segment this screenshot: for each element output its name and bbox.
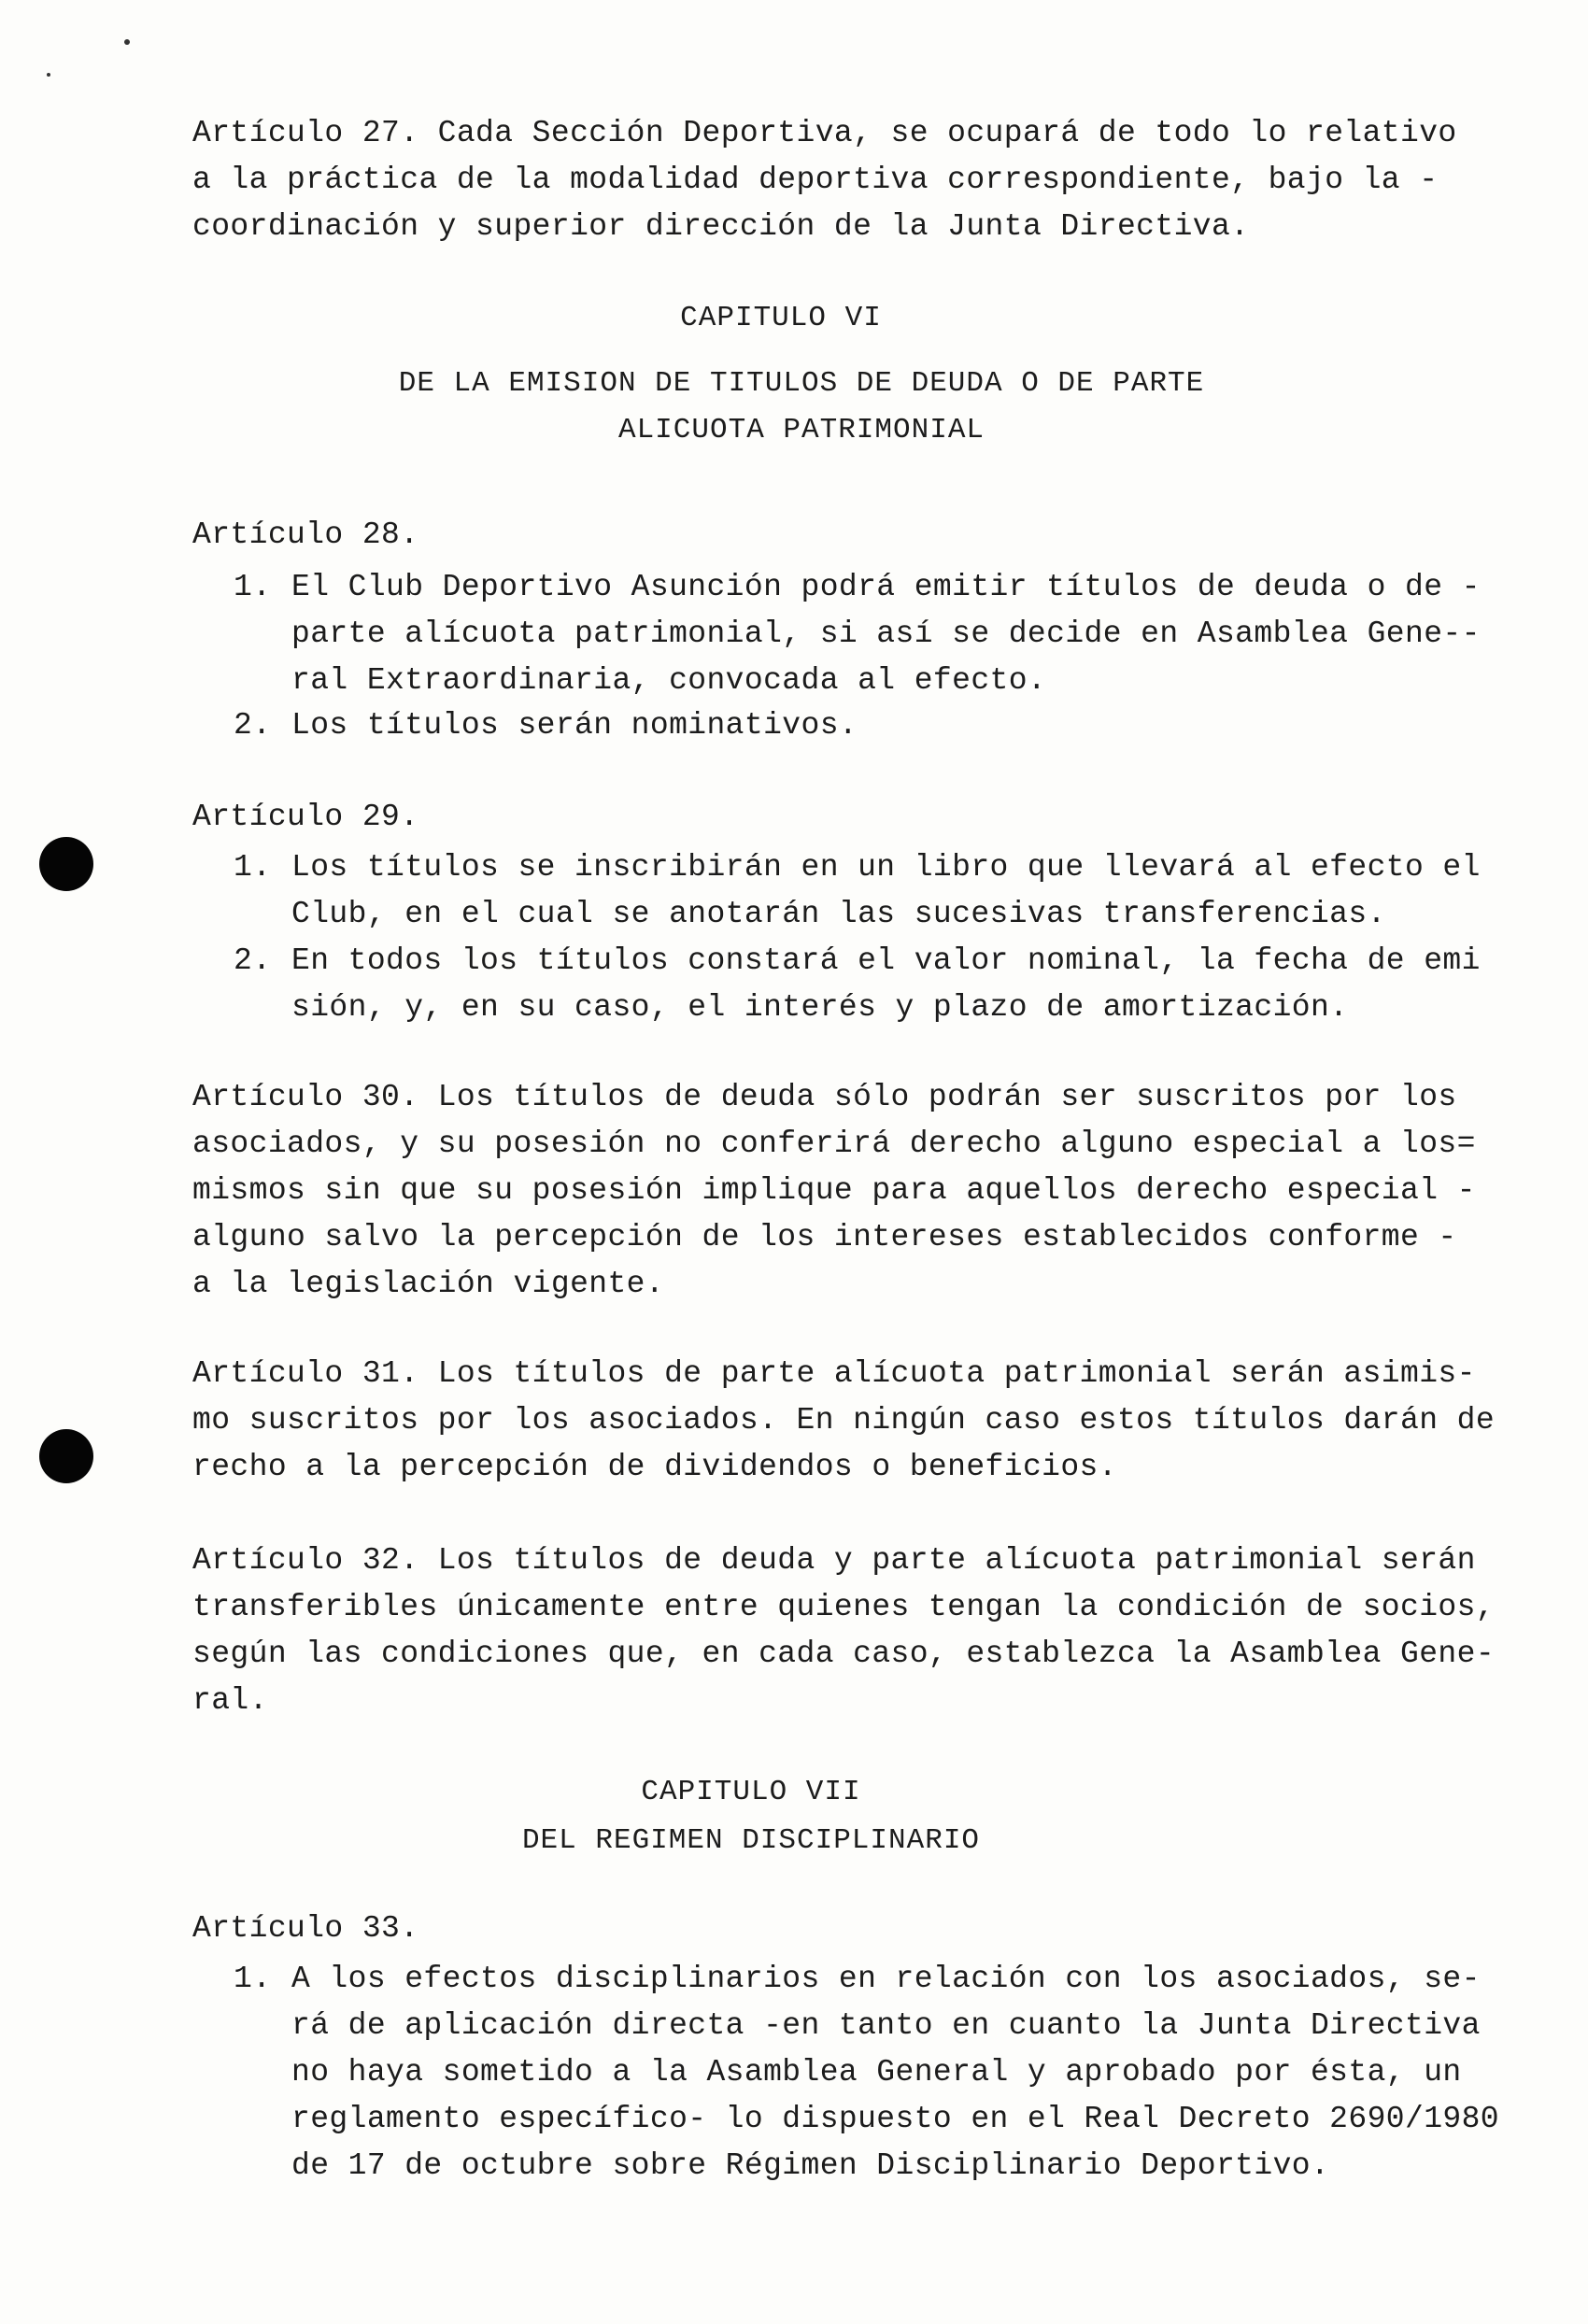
chapter-6-subtitle: DE LA EMISION DE TITULOS DE DEUDA O DE PARTE [398,367,1205,400]
item-line: Los títulos se inscribirán en un libro que llevará al efecto el [291,850,1481,885]
item-line: de 17 de octubre sobre Régimen Disciplinario Deportivo. [291,2148,1330,2183]
article-32-line: transferibles únicamente entre quienes tengan la condición de socios, [192,1590,1496,1624]
item-line: rá de aplicación directa -en tanto en cuanto la Junta Directiva [291,2008,1481,2043]
article-30-line: alguno salvo la percepción de los intereses establecidos conforme - [192,1220,1457,1254]
ink-speck [47,73,50,77]
chapter-7-subtitle: DEL REGIMEN DISCIPLINARIO [521,1824,981,1857]
article-31-line: recho a la percepción de dividendos o beneficios. [192,1450,1117,1484]
article-32-line: según las condiciones que, en cada caso, establezca la Asamblea Gene- [192,1637,1496,1671]
chapter-7-title: CAPITULO VII [641,1776,861,1808]
item-number: 2. [234,943,272,978]
item-line: ral Extraordinaria, convocada al efecto. [291,663,1047,698]
item-line: El Club Deportivo Asunción podrá emitir títulos de deuda o de - [291,570,1481,604]
item-number: 2. [234,708,272,743]
chapter-6-subtitle: ALICUOTA PATRIMONIAL [617,414,985,446]
item-line: Los títulos serán nominativos. [291,708,858,743]
punch-hole-lower [39,1429,93,1483]
article-31-line: Artículo 31. Los títulos de parte alícuota patrimonial serán asimis- [192,1356,1476,1391]
article-29-title: Artículo 29. [192,800,419,834]
article-30-line: Artículo 30. Los títulos de deuda sólo podrán ser suscritos por los [192,1080,1457,1114]
article-32-line: ral. [192,1683,268,1718]
article-30 [192,1074,1519,1308]
article-27-line: coordinación y superior dirección de la Junta Directiva. [192,209,1250,244]
ink-speck [124,39,130,45]
item-line: A los efectos disciplinarios en relación con los asociados, se- [291,1962,1481,1996]
item-number: 1. [234,850,272,885]
article-33-title: Artículo 33. [192,1911,419,1946]
article-27-line: a la práctica de la modalidad deportiva correspondiente, bajo la - [192,163,1439,197]
item-line: reglamento específico- lo dispuesto en el Real Decreto 2690/1980 [291,2102,1500,2136]
article-31-line: mo suscritos por los asociados. En ningún caso estos títulos darán de [192,1403,1496,1438]
article-32-line: Artículo 32. Los títulos de deuda y parte alícuota patrimonial serán [192,1543,1476,1578]
article-27 [192,110,1519,250]
item-line: sión, y, en su caso, el interés y plazo de amortización. [291,990,1349,1025]
item-line: no haya sometido a la Asamblea General y aprobado por ésta, un [291,2055,1462,2090]
item-line: En todos los títulos constará el valor nominal, la fecha de emi [291,943,1481,978]
item-line: Club, en el cual se anotarán las sucesivas transferencias. [291,897,1386,931]
item-number: 1. [234,1962,272,1996]
article-30-line: asociados, y su posesión no conferirá derecho alguno especial a los= [192,1127,1476,1161]
punch-hole-upper [39,837,93,891]
article-30-line: a la legislación vigente. [192,1267,665,1301]
article-30-line: mismos sin que su posesión implique para aquellos derecho especial - [192,1173,1476,1208]
chapter-6-title: CAPITULO VI [680,302,882,334]
article-28-title: Artículo 28. [192,517,419,552]
item-number: 1. [234,570,272,604]
article-27-line: Artículo 27. Cada Sección Deportiva, se ocupará de todo lo relativo [192,116,1457,150]
item-line: parte alícuota patrimonial, si así se decide en Asamblea Gene-- [291,616,1481,651]
article-32 [192,1538,1519,1724]
article-31 [192,1351,1519,1491]
